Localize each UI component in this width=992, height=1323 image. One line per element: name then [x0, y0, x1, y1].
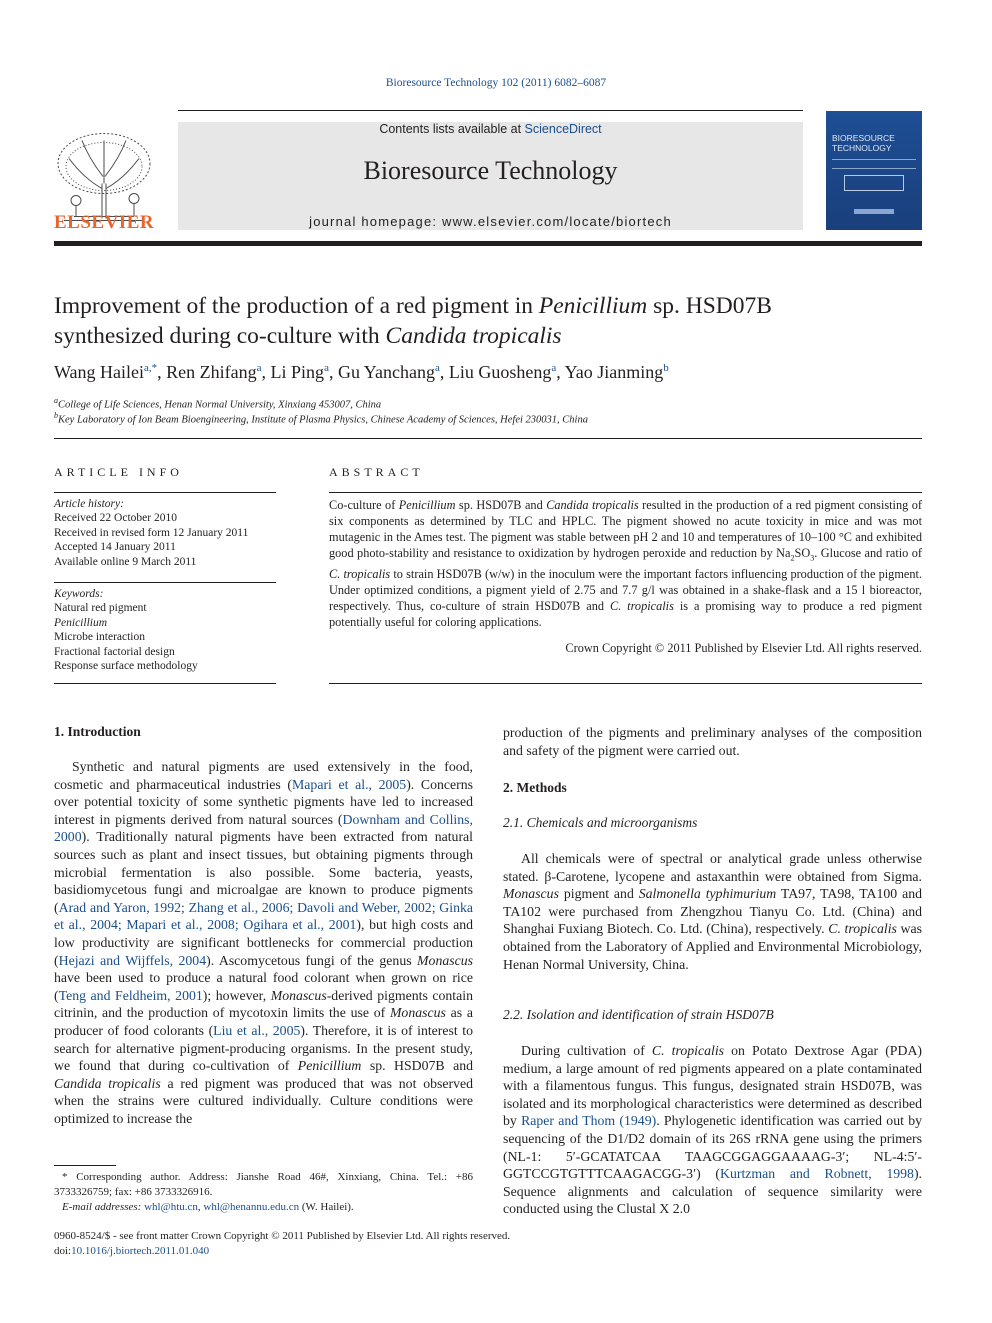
- author-affil-mark[interactable]: a: [324, 362, 329, 374]
- history-revised: Received in revised form 12 January 2011: [54, 526, 249, 539]
- affiliation-a: [54, 396, 922, 411]
- isolation-paragraph: During cultivation of C. tropicalis on Potato Dextrose Agar (PDA) medium, a large amount of red pigments appeared on a plate contaminated with a filamentous fungus. This fungus, designated strain HSD07B, was isolated and its morphological characteristics were determined as described by Raper and Thom (1949). Phylogenetic identification was carried out by sequencing of the D1/D2 domain of its 26S rRNA gene using the primers (NL-1: 5′-GCATATCAA TAAGCGGAGGAAAAG-3′; NL-4:5′-GGTCCGTGTTTCAAGACGG-3′) (Kurtzman and Robnett, 1998). Sequence alignments and calculation of sequence similarity were conducted using the Clustal X 2.0: [503, 1043, 923, 1217]
- author-list: Wang Hailei$^{a,*}$, Ren Zhifang$^a$, Li Ping$^a$, Gu Yanchang$^a$, Liu Guosheng$^a$, Yao Jianming$^b$: [54, 362, 669, 382]
- cover-title: BIORESOURCE TECHNOLOGY: [832, 133, 895, 153]
- corresponding-author-note: * Corresponding author. Address: Jianshe Road 46#, Xinxiang, China. Tel.: +86 3733326759; fax: +86 3733326916.: [54, 1171, 473, 1198]
- doi-label: doi:: [54, 1245, 72, 1257]
- affiliation-mark: a: [54, 396, 58, 405]
- journal-homepage[interactable]: journal homepage: www.elsevier.com/locate/biortech: [309, 214, 672, 229]
- author-name: Yao Jianming: [564, 362, 664, 382]
- keywords-rule: [54, 582, 276, 583]
- author-name: Liu Guosheng: [448, 362, 552, 382]
- keyword: Response surface methodology: [54, 660, 198, 673]
- intro-paragraph: Synthetic and natural pigments are used extensively in the food, cosmetic and pharmaceutical industries (Mapari et al., 2005). Concerns over potential toxicity of some synthetic pigments have led to increased interest in pigments derived from natural sources (Downham and Collins, 2000). Traditionally natural pigments have been extracted from natural sources such as plant and insect tissues, but obtaining pigments through microbial fermentation is also possible. Some bacteria, yeasts, basidiomycetous fungi and microalgae are known to produce pigments (Arad and Yaron, 1992; Zhang et al., 2006; Davoli and Weber, 2002; Ginka et al., 2004; Mapari et al., 2008; Ogihara et al., 2001), but high costs and low productivity are significant bottlenecks for commercial production (Hejazi and Wijffels, 2004). Ascomycetous fungi of the genus Monascus have been used to produce a natural food colorant when grown on rice (Teng and Feldheim, 2001); however, Monascus-derived pigments contain citrinin, and the production of mycotoxin limits the use of Monascus as a producer of food colorants (Liu et al., 2005). Therefore, it is of interest to search for alternative pigment-producing organisms. In the present study, we found that during co-cultivation of Penicillium sp. HSD07B and Candida tropicalis a red pigment was produced that was not observed when the strains were cultured individually. Culture conditions were optimized to increase the: [54, 759, 473, 1126]
- affiliation-mark: b: [54, 411, 58, 420]
- keywords-block: [54, 587, 276, 673]
- intro-heading: 1. Introduction: [54, 724, 141, 739]
- abstract-heading: ABSTRACT: [329, 465, 424, 479]
- issn-line: 0960-8524/$ - see front matter Crown Copyright © 2011 Published by Elsevier Ltd. All rights reserved.: [54, 1230, 511, 1242]
- journal-name: Bioresource Technology: [363, 156, 618, 185]
- citation-link[interactable]: Hejazi and Wijffels, 2004: [58, 952, 207, 968]
- author-name: Wang Hailei: [54, 362, 145, 382]
- citation-link[interactable]: Arad and Yaron, 1992; Zhang et al., 2006; Davoli and Weber, 2002; Ginka et al., 2004; Mapari et al., 2008; Ogihara et al., 2001: [54, 899, 473, 933]
- author-affil-mark[interactable]: a: [434, 362, 440, 374]
- affiliation-text: College of Life Sciences, Henan Normal University, Xinxiang 453007, China: [58, 399, 382, 411]
- header-top-rule: [178, 110, 803, 111]
- keyword: Fractional factorial design: [54, 645, 175, 658]
- keywords-bottom-rule: [54, 683, 276, 684]
- elsevier-wordmark: ELSEVIER: [54, 212, 155, 233]
- intro-paragraph-continued: production of the pigments and preliminary analyses of the composition and safety of the pigment were carried out.: [503, 725, 922, 758]
- article-info-heading: ARTICLE INFO: [54, 465, 183, 479]
- citation-link[interactable]: Mapari et al., 2005: [292, 776, 407, 792]
- author-affil-mark[interactable]: a: [256, 362, 262, 374]
- methods-heading: 2. Methods: [503, 780, 567, 795]
- article-info-rule: [54, 492, 276, 493]
- article-title: Improvement of the production of a red pigment in Penicillium sp. HSD07B synthesized during co-culture with Candida tropicalis: [54, 293, 772, 349]
- author-affil-mark[interactable]: a: [551, 362, 557, 374]
- history-received: Received 22 October 2010: [54, 512, 177, 525]
- affiliation-b: [54, 411, 922, 426]
- citation-link[interactable]: Kurtzman and Robnett, 1998: [720, 1166, 914, 1182]
- cover-lines: [832, 159, 916, 169]
- history-online: Available online 9 March 2011: [54, 555, 197, 568]
- email-suffix: (W. Hailei).: [301, 1201, 354, 1213]
- contents-available-line: [178, 122, 803, 136]
- affiliation-rule: [54, 438, 922, 439]
- abstract-text: Co-culture of Penicillium sp. HSD07B and Candida tropicalis resulted in the production of a red pigment consisting of six components as determined by TLC and HPLC. The pigment showed no acute toxicity in mice and was mot mutagenic in the Ames test. The pigment was stable between pH 2 and 10 and temperatures of 10–100 °C and exhibited good photo-stability and resistance to oxidization by hydrogen peroxide and reduction by $Na_2SO_3$. Glucose and ratio of C. tropicalis to strain HSD07B (w/w) in the inoculum were the important factors influencing production of the pigment. Under optimized conditions, a pigment yield of 2.75 and 7.7 g/l was obtained in a shake-flask and a 15 l bioreactor, respectively. Thus, co-culture of strain HSD07B and C. tropicalis is a promising way to produce a red pigment potentially useful for coloring applications.: [329, 498, 922, 630]
- email-link[interactable]: whl@henannu.edu.cn: [203, 1201, 300, 1213]
- citation-link[interactable]: Liu et al., 2005: [213, 1022, 301, 1038]
- author-name: Ren Zhifang: [166, 362, 257, 382]
- cover-logo: [854, 209, 894, 214]
- header-thick-rule: [54, 241, 922, 246]
- keyword: Natural red pigment: [54, 602, 147, 615]
- history-label: Article history:: [54, 498, 124, 510]
- footnote-rule: [54, 1165, 116, 1166]
- contents-prefix: Contents lists available at: [379, 122, 525, 136]
- email-note: E-mail addresses: whl@htu.cn, whl@henannu.edu.cn (W. Hailei).: [62, 1201, 354, 1213]
- author-affil-mark[interactable]: b: [663, 362, 669, 374]
- email-link[interactable]: whl@htu.cn: [144, 1201, 198, 1213]
- author-name: Li Ping: [270, 362, 325, 382]
- citation-link[interactable]: Downham and Collins, 2000: [54, 811, 473, 845]
- journal-citation[interactable]: Bioresource Technology 102 (2011) 6082–6087: [385, 77, 607, 89]
- abstract-rule: [329, 492, 922, 493]
- author-affil-mark[interactable]: a,*: [144, 362, 158, 374]
- abstract-bottom-rule: [329, 683, 922, 684]
- history-accepted: Accepted 14 January 2011: [54, 541, 176, 554]
- email-label: E-mail addresses:: [62, 1201, 142, 1213]
- citation-link[interactable]: Teng and Feldheim, 2001: [58, 987, 203, 1003]
- citation-link[interactable]: Raper and Thom (1949): [521, 1113, 657, 1129]
- keyword: Microbe interaction: [54, 631, 146, 644]
- subsection-2-1-heading: 2.1. Chemicals and microorganisms: [503, 815, 698, 830]
- abstract-copyright: Crown Copyright © 2011 Published by Elsevier Ltd. All rights reserved.: [565, 641, 922, 655]
- chemicals-paragraph: All chemicals were of spectral or analytical grade unless otherwise stated. β-Carotene, lycopene and astaxanthin were obtained from Sigma. Monascus pigment and Salmonella typhimurium TA97, TA98, TA100 and TA102 were purchased from Zhengzhou Tianyu Co. Ltd. (China) and Shanghai Fuxiang Biotech. Co. Ltd. (China), respectively. C. tropicalis was obtained from the Laboratory of Applied and Environmental Microbiology, Henan Normal University, China.: [503, 851, 923, 972]
- affiliation-text: Key Laboratory of Ion Beam Bioengineering, Institute of Plasma Physics, Chinese Academy of Sciences, Hefei 230031, China: [58, 414, 588, 426]
- article-history: [54, 497, 276, 569]
- keywords-label: Keywords:: [54, 588, 104, 600]
- doi-line: [54, 1245, 209, 1257]
- cover-figure: [844, 175, 904, 191]
- doi-link[interactable]: 10.1016/j.biortech.2011.01.040: [71, 1245, 210, 1257]
- sciencedirect-link[interactable]: ScienceDirect: [524, 122, 602, 136]
- keyword: Penicillium: [54, 616, 108, 629]
- author-name: Gu Yanchang: [337, 362, 435, 382]
- journal-cover-thumbnail: [826, 111, 922, 230]
- subsection-2-2-heading: 2.2. Isolation and identification of strain HSD07B: [503, 1007, 774, 1022]
